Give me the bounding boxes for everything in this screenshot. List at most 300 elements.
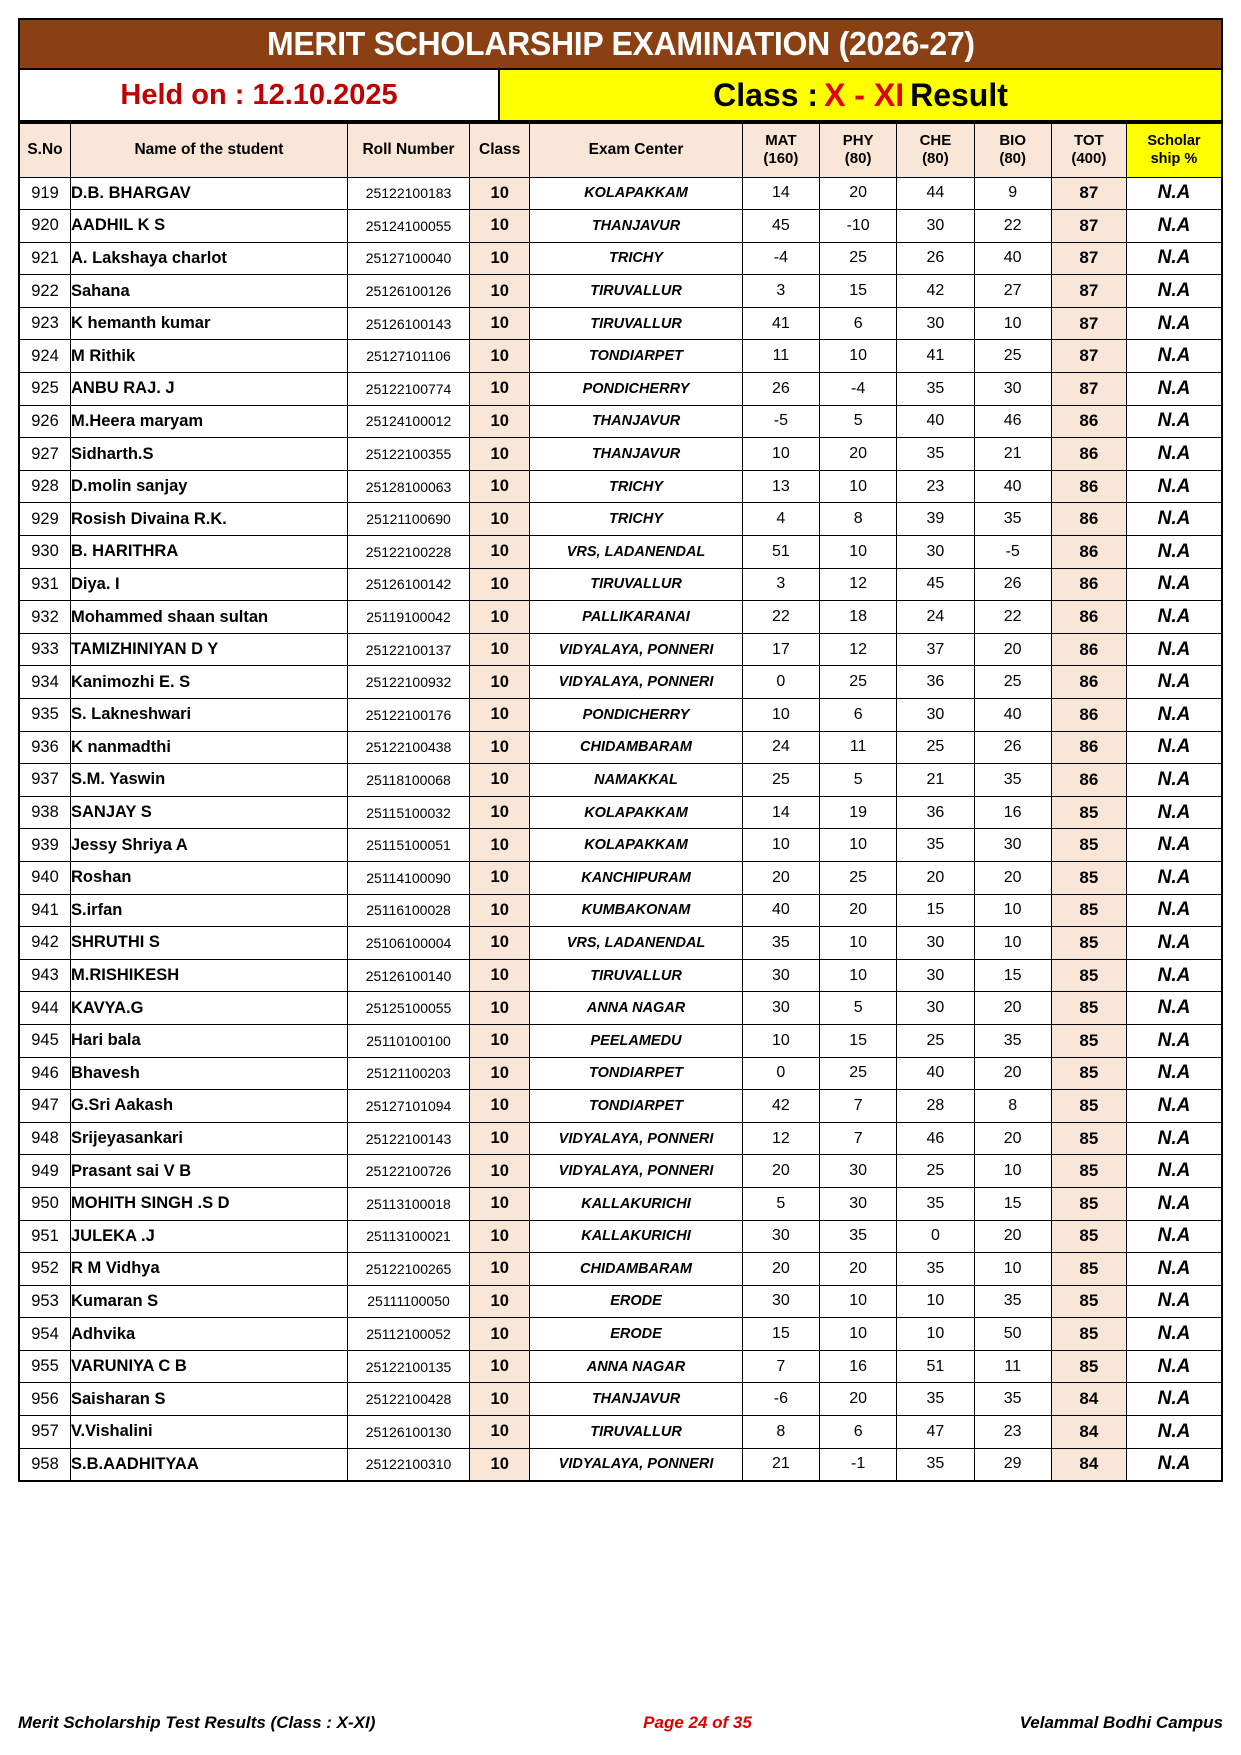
cell-che: 25 bbox=[897, 731, 974, 764]
cell-scholarship: N.A bbox=[1126, 1253, 1222, 1286]
cell-sno: 947 bbox=[19, 1090, 71, 1123]
cell-class: 10 bbox=[470, 699, 530, 732]
cell-roll-number: 25116100028 bbox=[347, 894, 469, 927]
cell-tot: 85 bbox=[1051, 1090, 1126, 1123]
cell-phy: 6 bbox=[820, 307, 897, 340]
cell-mat: 13 bbox=[742, 470, 819, 503]
cell-tot: 86 bbox=[1051, 438, 1126, 471]
table-row bbox=[19, 536, 1222, 569]
cell-roll-number: 25122100774 bbox=[347, 373, 469, 406]
cell-phy: 16 bbox=[820, 1350, 897, 1383]
cell-tot: 87 bbox=[1051, 307, 1126, 340]
cell-mat: 7 bbox=[742, 1350, 819, 1383]
column-header-bio-label: BIO bbox=[999, 131, 1027, 149]
cell-student-name: AADHIL K S bbox=[71, 210, 348, 243]
cell-sno: 928 bbox=[19, 470, 71, 503]
cell-tot: 86 bbox=[1051, 764, 1126, 797]
cell-mat: 17 bbox=[742, 633, 819, 666]
cell-sno: 948 bbox=[19, 1122, 71, 1155]
table-row bbox=[19, 1122, 1222, 1155]
cell-mat: 41 bbox=[742, 307, 819, 340]
cell-exam-center: PEELAMEDU bbox=[530, 1024, 742, 1057]
cell-roll-number: 25111100050 bbox=[347, 1285, 469, 1318]
cell-exam-center: TRICHY bbox=[530, 242, 742, 275]
cell-exam-center: ERODE bbox=[530, 1318, 742, 1351]
cell-mat: 10 bbox=[742, 438, 819, 471]
cell-scholarship: N.A bbox=[1126, 1090, 1222, 1123]
cell-scholarship: N.A bbox=[1126, 438, 1222, 471]
cell-exam-center: VIDYALAYA, PONNERI bbox=[530, 666, 742, 699]
cell-sno: 945 bbox=[19, 1024, 71, 1057]
table-row bbox=[19, 992, 1222, 1025]
cell-class: 10 bbox=[470, 275, 530, 308]
cell-che: 37 bbox=[897, 633, 974, 666]
cell-class: 10 bbox=[470, 1318, 530, 1351]
cell-che: 44 bbox=[897, 177, 974, 210]
cell-che: 35 bbox=[897, 373, 974, 406]
cell-bio: 15 bbox=[974, 1187, 1051, 1220]
cell-student-name: ANBU RAJ. J bbox=[71, 373, 348, 406]
cell-mat: 14 bbox=[742, 796, 819, 829]
cell-phy: 20 bbox=[820, 894, 897, 927]
cell-exam-center: TRICHY bbox=[530, 470, 742, 503]
cell-bio: 46 bbox=[974, 405, 1051, 438]
cell-scholarship: N.A bbox=[1126, 666, 1222, 699]
cell-sno: 954 bbox=[19, 1318, 71, 1351]
cell-che: 15 bbox=[897, 894, 974, 927]
cell-phy: 10 bbox=[820, 927, 897, 960]
cell-class: 10 bbox=[470, 373, 530, 406]
cell-tot: 86 bbox=[1051, 536, 1126, 569]
cell-mat: 20 bbox=[742, 1155, 819, 1188]
cell-bio: 35 bbox=[974, 503, 1051, 536]
cell-bio: 20 bbox=[974, 1057, 1051, 1090]
cell-tot: 85 bbox=[1051, 959, 1126, 992]
cell-bio: 40 bbox=[974, 242, 1051, 275]
cell-tot: 84 bbox=[1051, 1416, 1126, 1449]
cell-scholarship: N.A bbox=[1126, 927, 1222, 960]
cell-student-name: MOHITH SINGH .S D bbox=[71, 1187, 348, 1220]
class-range: X - XI bbox=[824, 76, 905, 113]
cell-tot: 85 bbox=[1051, 1220, 1126, 1253]
cell-phy: 7 bbox=[820, 1090, 897, 1123]
cell-roll-number: 25113100021 bbox=[347, 1220, 469, 1253]
column-header-scholarship-line2: ship % bbox=[1150, 151, 1198, 168]
cell-exam-center: TIRUVALLUR bbox=[530, 307, 742, 340]
cell-class: 10 bbox=[470, 927, 530, 960]
cell-bio: 26 bbox=[974, 568, 1051, 601]
subheader-bar bbox=[18, 70, 1223, 122]
cell-mat: 30 bbox=[742, 1220, 819, 1253]
cell-phy: 25 bbox=[820, 1057, 897, 1090]
cell-che: 36 bbox=[897, 796, 974, 829]
cell-sno: 940 bbox=[19, 861, 71, 894]
cell-tot: 85 bbox=[1051, 1122, 1126, 1155]
cell-scholarship: N.A bbox=[1126, 796, 1222, 829]
cell-bio: 20 bbox=[974, 992, 1051, 1025]
cell-class: 10 bbox=[470, 1350, 530, 1383]
cell-che: 39 bbox=[897, 503, 974, 536]
table-row bbox=[19, 1318, 1222, 1351]
table-row bbox=[19, 1220, 1222, 1253]
cell-class: 10 bbox=[470, 536, 530, 569]
cell-phy: 18 bbox=[820, 601, 897, 634]
cell-tot: 85 bbox=[1051, 796, 1126, 829]
cell-che: 35 bbox=[897, 1383, 974, 1416]
cell-exam-center: TIRUVALLUR bbox=[530, 568, 742, 601]
cell-tot: 85 bbox=[1051, 992, 1126, 1025]
cell-roll-number: 25122100310 bbox=[347, 1448, 469, 1481]
cell-exam-center: ERODE bbox=[530, 1285, 742, 1318]
cell-student-name: K nanmadthi bbox=[71, 731, 348, 764]
cell-phy: 12 bbox=[820, 633, 897, 666]
cell-class: 10 bbox=[470, 894, 530, 927]
cell-tot: 85 bbox=[1051, 861, 1126, 894]
cell-scholarship: N.A bbox=[1126, 405, 1222, 438]
cell-class: 10 bbox=[470, 1220, 530, 1253]
cell-scholarship: N.A bbox=[1126, 1285, 1222, 1318]
cell-mat: 0 bbox=[742, 666, 819, 699]
cell-scholarship: N.A bbox=[1126, 1448, 1222, 1481]
cell-exam-center: VRS, LADANENDAL bbox=[530, 536, 742, 569]
table-row bbox=[19, 340, 1222, 373]
column-header-mat-max: (160) bbox=[763, 150, 799, 168]
cell-bio: 50 bbox=[974, 1318, 1051, 1351]
table-row bbox=[19, 666, 1222, 699]
cell-student-name: Jessy Shriya A bbox=[71, 829, 348, 862]
cell-class: 10 bbox=[470, 829, 530, 862]
cell-tot: 85 bbox=[1051, 1318, 1126, 1351]
cell-che: 30 bbox=[897, 210, 974, 243]
cell-sno: 944 bbox=[19, 992, 71, 1025]
cell-phy: 7 bbox=[820, 1122, 897, 1155]
cell-che: 25 bbox=[897, 1155, 974, 1188]
cell-class: 10 bbox=[470, 242, 530, 275]
cell-class: 10 bbox=[470, 1057, 530, 1090]
cell-bio: 26 bbox=[974, 731, 1051, 764]
cell-roll-number: 25119100042 bbox=[347, 601, 469, 634]
cell-tot: 86 bbox=[1051, 699, 1126, 732]
cell-phy: -10 bbox=[820, 210, 897, 243]
cell-class: 10 bbox=[470, 1187, 530, 1220]
cell-che: 10 bbox=[897, 1318, 974, 1351]
cell-class: 10 bbox=[470, 470, 530, 503]
cell-scholarship: N.A bbox=[1126, 829, 1222, 862]
cell-che: 35 bbox=[897, 1253, 974, 1286]
cell-tot: 86 bbox=[1051, 666, 1126, 699]
cell-scholarship: N.A bbox=[1126, 731, 1222, 764]
cell-phy: 20 bbox=[820, 1383, 897, 1416]
table-row bbox=[19, 275, 1222, 308]
cell-sno: 924 bbox=[19, 340, 71, 373]
cell-exam-center: KALLAKURICHI bbox=[530, 1220, 742, 1253]
table-row bbox=[19, 438, 1222, 471]
cell-roll-number: 25122100438 bbox=[347, 731, 469, 764]
cell-exam-center: ANNA NAGAR bbox=[530, 992, 742, 1025]
cell-mat: -6 bbox=[742, 1383, 819, 1416]
cell-sno: 943 bbox=[19, 959, 71, 992]
cell-exam-center: TRICHY bbox=[530, 503, 742, 536]
column-header-phy-max: (80) bbox=[844, 150, 872, 168]
cell-scholarship: N.A bbox=[1126, 1024, 1222, 1057]
table-row bbox=[19, 861, 1222, 894]
cell-mat: -5 bbox=[742, 405, 819, 438]
cell-bio: -5 bbox=[974, 536, 1051, 569]
cell-roll-number: 25122100183 bbox=[347, 177, 469, 210]
cell-roll-number: 25112100052 bbox=[347, 1318, 469, 1351]
cell-student-name: Bhavesh bbox=[71, 1057, 348, 1090]
cell-class: 10 bbox=[470, 1253, 530, 1286]
cell-exam-center: PALLIKARANAI bbox=[530, 601, 742, 634]
cell-tot: 85 bbox=[1051, 894, 1126, 927]
cell-mat: 15 bbox=[742, 1318, 819, 1351]
cell-phy: 10 bbox=[820, 340, 897, 373]
cell-sno: 925 bbox=[19, 373, 71, 406]
cell-class: 10 bbox=[470, 1383, 530, 1416]
cell-student-name: S.B.AADHITYAA bbox=[71, 1448, 348, 1481]
table-row bbox=[19, 568, 1222, 601]
cell-exam-center: VIDYALAYA, PONNERI bbox=[530, 1122, 742, 1155]
cell-scholarship: N.A bbox=[1126, 992, 1222, 1025]
cell-exam-center: ANNA NAGAR bbox=[530, 1350, 742, 1383]
column-header-che bbox=[897, 123, 974, 177]
cell-bio: 35 bbox=[974, 1285, 1051, 1318]
cell-roll-number: 25122100228 bbox=[347, 536, 469, 569]
cell-student-name: Kanimozhi E. S bbox=[71, 666, 348, 699]
cell-roll-number: 25106100004 bbox=[347, 927, 469, 960]
cell-student-name: A. Lakshaya charlot bbox=[71, 242, 348, 275]
cell-roll-number: 25110100100 bbox=[347, 1024, 469, 1057]
cell-che: 35 bbox=[897, 1448, 974, 1481]
cell-che: 30 bbox=[897, 307, 974, 340]
cell-mat: 26 bbox=[742, 373, 819, 406]
cell-che: 0 bbox=[897, 1220, 974, 1253]
cell-mat: 21 bbox=[742, 1448, 819, 1481]
cell-exam-center: TIRUVALLUR bbox=[530, 959, 742, 992]
cell-tot: 85 bbox=[1051, 1285, 1126, 1318]
table-row bbox=[19, 373, 1222, 406]
cell-class: 10 bbox=[470, 992, 530, 1025]
results-table bbox=[18, 122, 1223, 1482]
cell-scholarship: N.A bbox=[1126, 242, 1222, 275]
column-header-mat bbox=[742, 123, 819, 177]
table-row bbox=[19, 405, 1222, 438]
table-row bbox=[19, 764, 1222, 797]
cell-roll-number: 25127101094 bbox=[347, 1090, 469, 1123]
cell-roll-number: 25126100126 bbox=[347, 275, 469, 308]
cell-tot: 86 bbox=[1051, 405, 1126, 438]
cell-sno: 921 bbox=[19, 242, 71, 275]
cell-scholarship: N.A bbox=[1126, 470, 1222, 503]
cell-che: 24 bbox=[897, 601, 974, 634]
class-result-cell bbox=[500, 70, 1221, 120]
cell-scholarship: N.A bbox=[1126, 1416, 1222, 1449]
cell-exam-center: VRS, LADANENDAL bbox=[530, 927, 742, 960]
cell-tot: 87 bbox=[1051, 275, 1126, 308]
cell-student-name: TAMIZHINIYAN D Y bbox=[71, 633, 348, 666]
cell-class: 10 bbox=[470, 1090, 530, 1123]
cell-exam-center: CHIDAMBARAM bbox=[530, 1253, 742, 1286]
cell-tot: 86 bbox=[1051, 568, 1126, 601]
table-row bbox=[19, 731, 1222, 764]
cell-mat: 10 bbox=[742, 699, 819, 732]
cell-phy: 15 bbox=[820, 275, 897, 308]
cell-scholarship: N.A bbox=[1126, 1155, 1222, 1188]
held-on-label: Held on : 12.10.2025 bbox=[120, 78, 398, 111]
cell-sno: 920 bbox=[19, 210, 71, 243]
cell-scholarship: N.A bbox=[1126, 1122, 1222, 1155]
cell-scholarship: N.A bbox=[1126, 503, 1222, 536]
cell-roll-number: 25114100090 bbox=[347, 861, 469, 894]
cell-che: 35 bbox=[897, 1187, 974, 1220]
cell-phy: 20 bbox=[820, 1253, 897, 1286]
cell-roll-number: 25121100203 bbox=[347, 1057, 469, 1090]
cell-tot: 85 bbox=[1051, 1057, 1126, 1090]
cell-sno: 938 bbox=[19, 796, 71, 829]
cell-scholarship: N.A bbox=[1126, 568, 1222, 601]
cell-scholarship: N.A bbox=[1126, 699, 1222, 732]
cell-sno: 953 bbox=[19, 1285, 71, 1318]
table-row bbox=[19, 1350, 1222, 1383]
cell-phy: 25 bbox=[820, 666, 897, 699]
cell-exam-center: TIRUVALLUR bbox=[530, 1416, 742, 1449]
cell-bio: 25 bbox=[974, 666, 1051, 699]
cell-bio: 35 bbox=[974, 1383, 1051, 1416]
cell-student-name: G.Sri Aakash bbox=[71, 1090, 348, 1123]
cell-student-name: B. HARITHRA bbox=[71, 536, 348, 569]
cell-bio: 30 bbox=[974, 373, 1051, 406]
cell-exam-center: KANCHIPURAM bbox=[530, 861, 742, 894]
column-header-class: Class bbox=[470, 123, 530, 177]
cell-sno: 927 bbox=[19, 438, 71, 471]
cell-student-name: M Rithik bbox=[71, 340, 348, 373]
cell-class: 10 bbox=[470, 177, 530, 210]
cell-scholarship: N.A bbox=[1126, 1350, 1222, 1383]
table-row bbox=[19, 242, 1222, 275]
table-row bbox=[19, 1155, 1222, 1188]
cell-scholarship: N.A bbox=[1126, 536, 1222, 569]
cell-che: 40 bbox=[897, 1057, 974, 1090]
cell-student-name: R M Vidhya bbox=[71, 1253, 348, 1286]
cell-phy: 6 bbox=[820, 699, 897, 732]
cell-mat: 14 bbox=[742, 177, 819, 210]
cell-sno: 929 bbox=[19, 503, 71, 536]
cell-scholarship: N.A bbox=[1126, 633, 1222, 666]
cell-phy: 10 bbox=[820, 1318, 897, 1351]
cell-exam-center: NAMAKKAL bbox=[530, 764, 742, 797]
cell-class: 10 bbox=[470, 601, 530, 634]
cell-sno: 936 bbox=[19, 731, 71, 764]
table-header bbox=[19, 123, 1222, 177]
column-header-bio-max: (80) bbox=[999, 150, 1027, 168]
cell-class: 10 bbox=[470, 1155, 530, 1188]
cell-che: 21 bbox=[897, 764, 974, 797]
cell-tot: 84 bbox=[1051, 1383, 1126, 1416]
cell-mat: 22 bbox=[742, 601, 819, 634]
cell-che: 25 bbox=[897, 1024, 974, 1057]
cell-student-name: D.molin sanjay bbox=[71, 470, 348, 503]
cell-class: 10 bbox=[470, 1285, 530, 1318]
cell-roll-number: 25126100130 bbox=[347, 1416, 469, 1449]
cell-tot: 87 bbox=[1051, 373, 1126, 406]
cell-sno: 958 bbox=[19, 1448, 71, 1481]
cell-class: 10 bbox=[470, 633, 530, 666]
cell-student-name: SHRUTHI S bbox=[71, 927, 348, 960]
cell-student-name: Prasant sai V B bbox=[71, 1155, 348, 1188]
cell-sno: 955 bbox=[19, 1350, 71, 1383]
cell-che: 20 bbox=[897, 861, 974, 894]
column-header-tot-label: TOT bbox=[1074, 131, 1104, 149]
cell-bio: 29 bbox=[974, 1448, 1051, 1481]
cell-exam-center: VIDYALAYA, PONNERI bbox=[530, 1448, 742, 1481]
cell-phy: 19 bbox=[820, 796, 897, 829]
class-suffix: Result bbox=[910, 76, 1008, 113]
cell-mat: 3 bbox=[742, 568, 819, 601]
cell-exam-center: TONDIARPET bbox=[530, 1090, 742, 1123]
table-row bbox=[19, 1057, 1222, 1090]
cell-phy: 5 bbox=[820, 992, 897, 1025]
cell-class: 10 bbox=[470, 503, 530, 536]
cell-mat: 0 bbox=[742, 1057, 819, 1090]
cell-student-name: SANJAY S bbox=[71, 796, 348, 829]
cell-roll-number: 25126100140 bbox=[347, 959, 469, 992]
cell-bio: 11 bbox=[974, 1350, 1051, 1383]
cell-student-name: D.B. BHARGAV bbox=[71, 177, 348, 210]
cell-phy: 12 bbox=[820, 568, 897, 601]
cell-bio: 9 bbox=[974, 177, 1051, 210]
cell-class: 10 bbox=[470, 731, 530, 764]
cell-che: 23 bbox=[897, 470, 974, 503]
cell-roll-number: 25113100018 bbox=[347, 1187, 469, 1220]
cell-scholarship: N.A bbox=[1126, 764, 1222, 797]
cell-mat: 35 bbox=[742, 927, 819, 960]
cell-scholarship: N.A bbox=[1126, 340, 1222, 373]
cell-tot: 86 bbox=[1051, 731, 1126, 764]
cell-exam-center: VIDYALAYA, PONNERI bbox=[530, 633, 742, 666]
cell-student-name: Roshan bbox=[71, 861, 348, 894]
cell-bio: 21 bbox=[974, 438, 1051, 471]
page-title: MERIT SCHOLARSHIP EXAMINATION (2026-27) bbox=[266, 25, 975, 62]
cell-bio: 8 bbox=[974, 1090, 1051, 1123]
cell-sno: 946 bbox=[19, 1057, 71, 1090]
cell-bio: 10 bbox=[974, 1253, 1051, 1286]
cell-tot: 86 bbox=[1051, 470, 1126, 503]
column-header-mat-label: MAT bbox=[765, 131, 797, 149]
cell-bio: 20 bbox=[974, 1220, 1051, 1253]
cell-sno: 922 bbox=[19, 275, 71, 308]
cell-student-name: V.Vishalini bbox=[71, 1416, 348, 1449]
cell-bio: 10 bbox=[974, 307, 1051, 340]
cell-roll-number: 25122100135 bbox=[347, 1350, 469, 1383]
cell-roll-number: 25122100932 bbox=[347, 666, 469, 699]
cell-phy: 8 bbox=[820, 503, 897, 536]
cell-sno: 951 bbox=[19, 1220, 71, 1253]
cell-roll-number: 25122100265 bbox=[347, 1253, 469, 1286]
table-row bbox=[19, 307, 1222, 340]
cell-roll-number: 25124100012 bbox=[347, 405, 469, 438]
cell-student-name: S. Lakneshwari bbox=[71, 699, 348, 732]
class-prefix: Class : bbox=[713, 76, 819, 113]
cell-class: 10 bbox=[470, 307, 530, 340]
cell-student-name: S.irfan bbox=[71, 894, 348, 927]
cell-bio: 35 bbox=[974, 1024, 1051, 1057]
cell-exam-center: KUMBAKONAM bbox=[530, 894, 742, 927]
cell-class: 10 bbox=[470, 796, 530, 829]
cell-class: 10 bbox=[470, 405, 530, 438]
cell-roll-number: 25118100068 bbox=[347, 764, 469, 797]
cell-roll-number: 25122100355 bbox=[347, 438, 469, 471]
cell-che: 30 bbox=[897, 959, 974, 992]
